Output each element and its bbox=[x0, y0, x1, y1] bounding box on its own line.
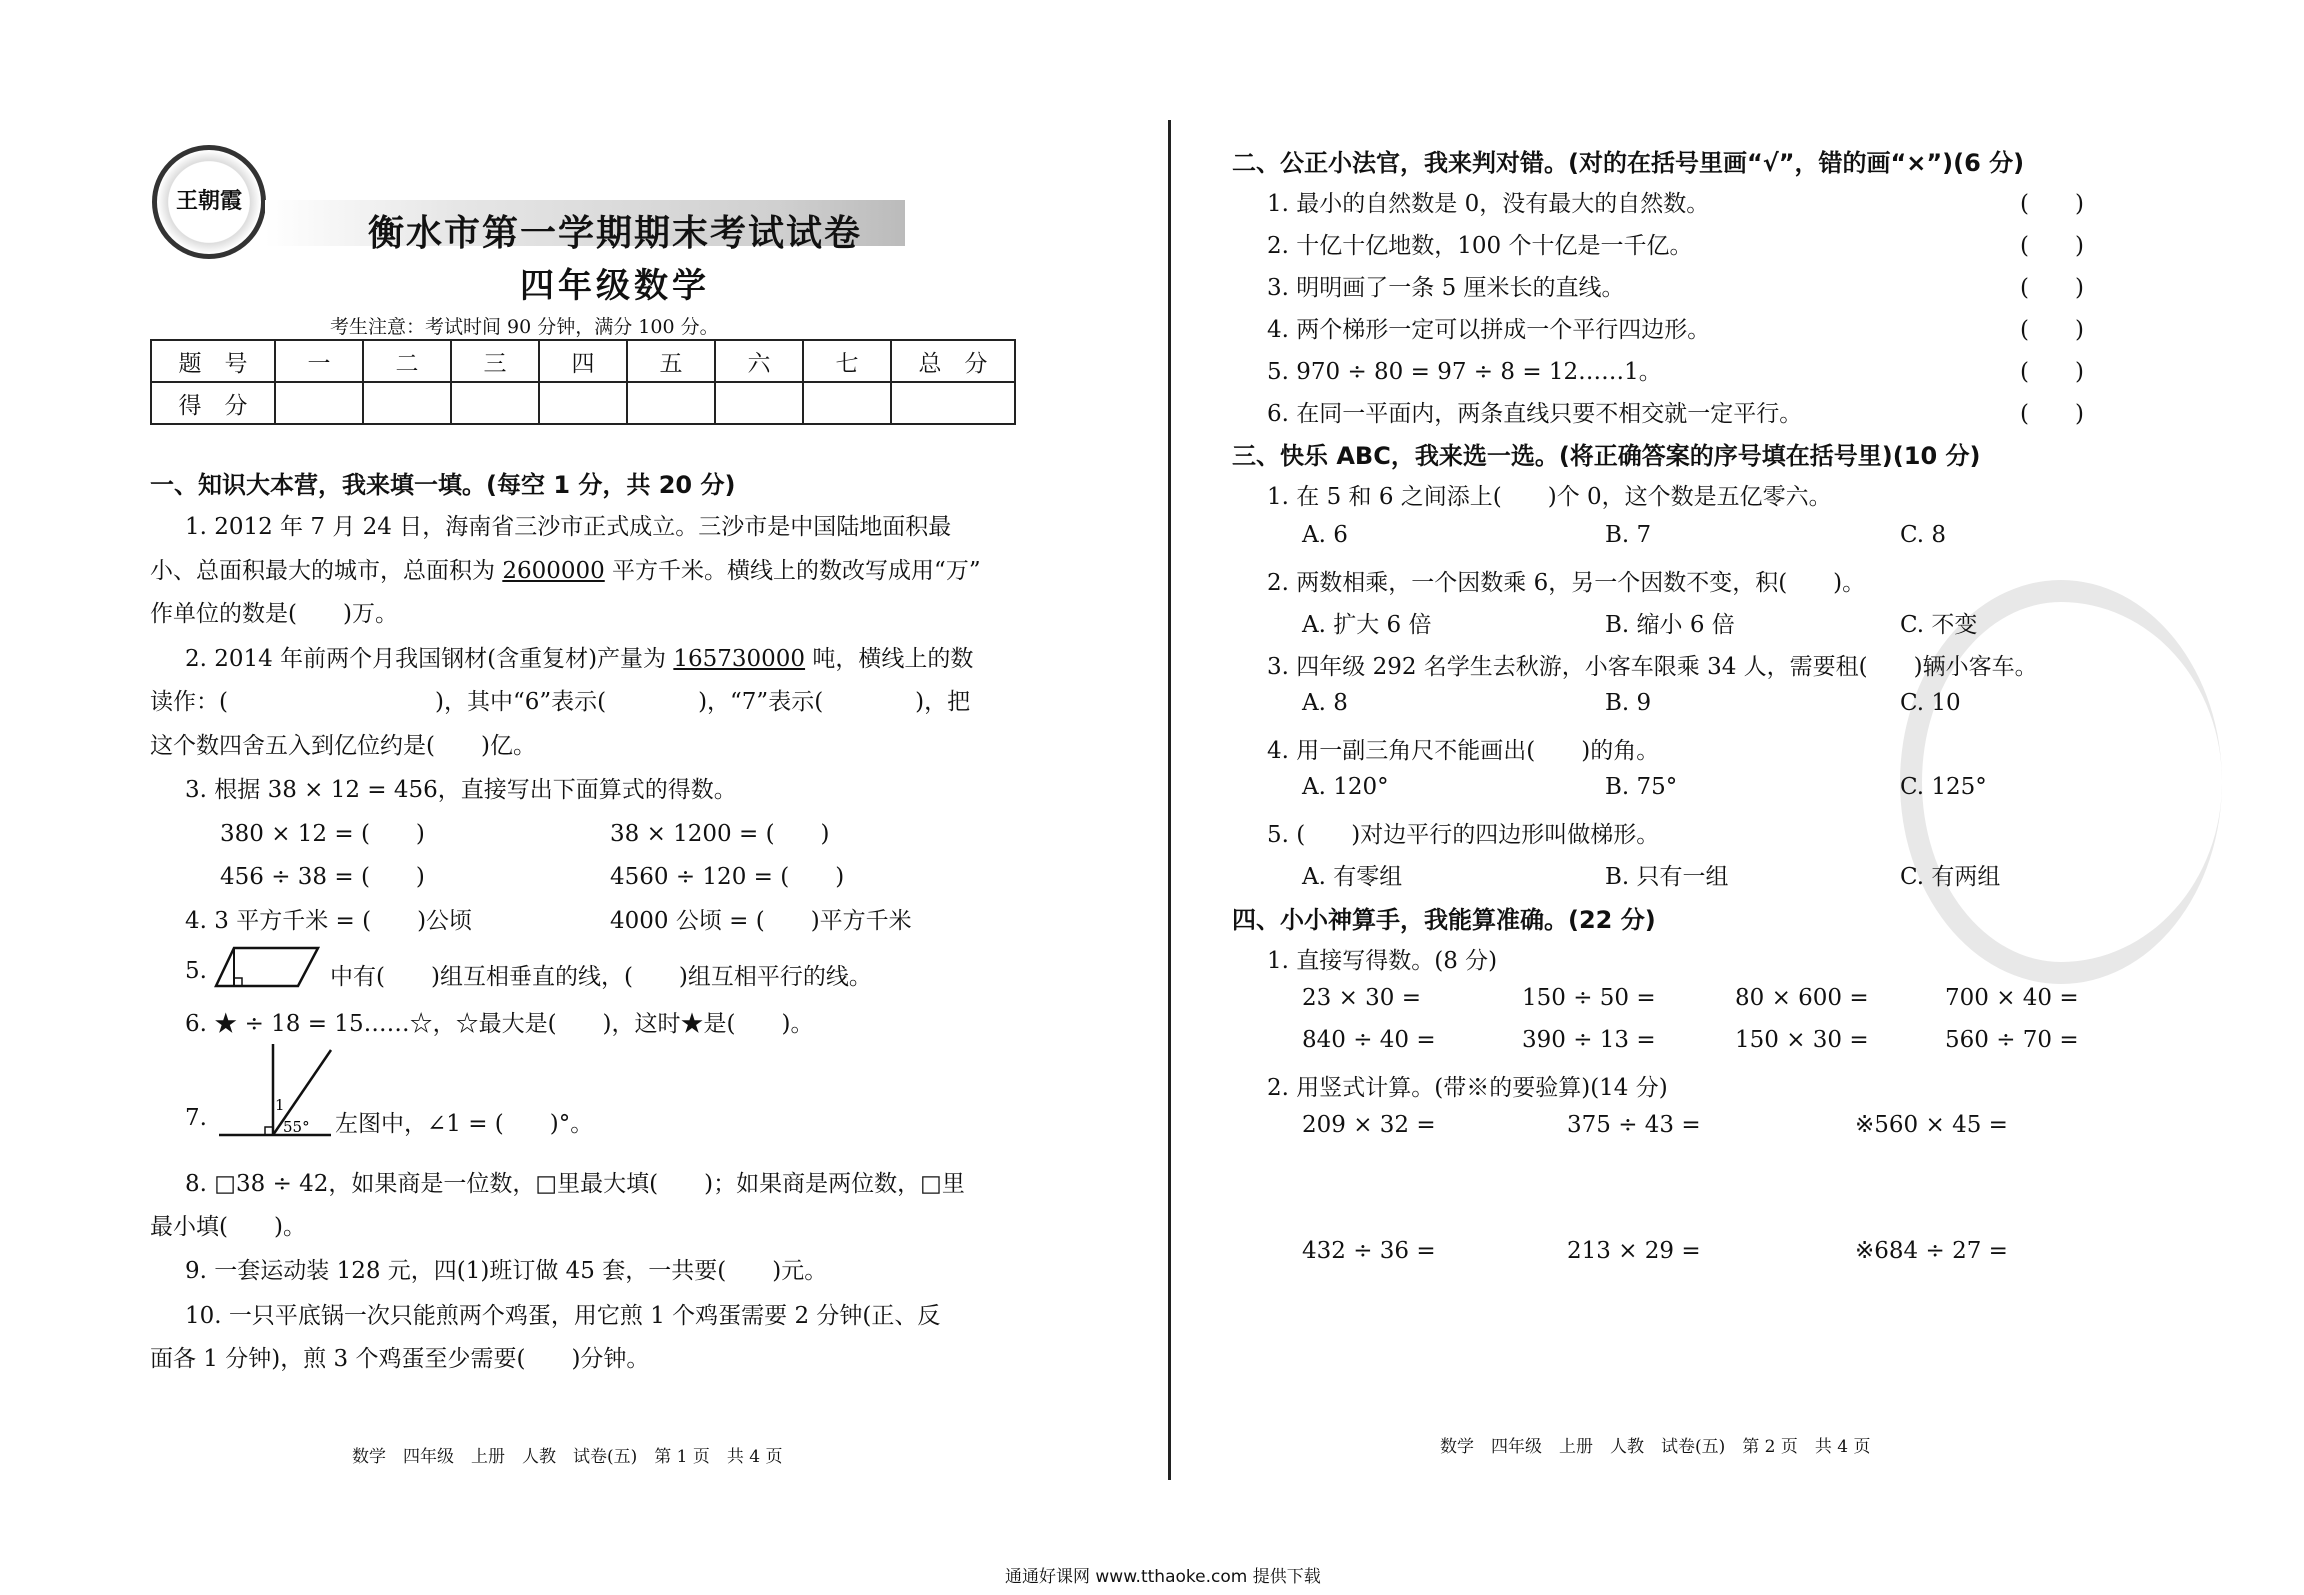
exam-title: 衡水市第一学期期末考试试卷 bbox=[367, 213, 862, 254]
logo-text: 王朝霞 bbox=[175, 188, 242, 214]
answer-paren[interactable]: ( ) bbox=[2020, 275, 2084, 301]
vertical-calc: ※560 × 45 = bbox=[1855, 1112, 2008, 1138]
choice-q1-a: A. 6 bbox=[1302, 522, 1348, 548]
q3-calc-b: 38 × 1200 = ( ) bbox=[610, 821, 830, 847]
q1-line-3: 作单位的数是( )万。 bbox=[150, 601, 398, 627]
oral-calc: 390 ÷ 13 = bbox=[1522, 1027, 1656, 1053]
choice-q3-b: B. 9 bbox=[1605, 690, 1652, 716]
publisher-logo bbox=[152, 145, 266, 259]
oral-calc: 150 × 30 = bbox=[1735, 1027, 1869, 1053]
q1-line-1: 1. 2012 年 7 月 24 日，海南省三沙市正式成立。三沙市是中国陆地面积最 bbox=[185, 514, 952, 540]
score-cell[interactable] bbox=[803, 382, 891, 424]
q1-line-2 bbox=[150, 552, 981, 585]
answer-paren[interactable]: ( ) bbox=[2020, 359, 2084, 385]
answer-paren[interactable]: ( ) bbox=[2020, 233, 2084, 259]
choice-q2: 2. 两数相乘，一个因数乘 6，另一个因数不变，积( )。 bbox=[1267, 570, 1866, 596]
choice-q2-a: A. 扩大 6 倍 bbox=[1302, 612, 1432, 638]
judge-item-1: 1. 最小的自然数是 0，没有最大的自然数。 bbox=[1267, 191, 1710, 217]
oral-calc: 560 ÷ 70 = bbox=[1945, 1027, 2079, 1053]
score-cell[interactable] bbox=[715, 382, 803, 424]
vertical-calc: 432 ÷ 36 = bbox=[1302, 1238, 1436, 1264]
score-cell[interactable] bbox=[451, 382, 539, 424]
score-cell[interactable] bbox=[627, 382, 715, 424]
score-cell[interactable] bbox=[891, 382, 1015, 424]
q3-calc-c: 456 ÷ 38 = ( ) bbox=[220, 864, 425, 890]
section-3-heading: 三、快乐 ABC，我来选一选。(将正确答案的序号填在括号里)(10 分) bbox=[1232, 442, 1981, 470]
exam-notice: 考生注意：考试时间 90 分钟，满分 100 分。 bbox=[330, 316, 719, 338]
vertical-calc: ※684 ÷ 27 = bbox=[1855, 1238, 2008, 1264]
q5-number: 5. bbox=[185, 958, 207, 984]
choice-q3: 3. 四年级 292 名学生去秋游，小客车限乘 34 人，需要租( )辆小客车。 bbox=[1267, 654, 2038, 680]
download-credit: 通通好课网 www.tthaoke.com 提供下载 bbox=[1005, 1567, 1321, 1587]
q3-calc-a: 380 × 12 = ( ) bbox=[220, 821, 425, 847]
q4-part-b: 4000 公顷 = ( )平方千米 bbox=[610, 908, 912, 934]
choice-q1: 1. 在 5 和 6 之间添上( )个 0，这个数是五亿零六。 bbox=[1267, 484, 1832, 510]
score-header-cell: 二 bbox=[363, 340, 451, 382]
q2-line-1 bbox=[185, 640, 973, 673]
score-header-cell: 一 bbox=[275, 340, 363, 382]
oral-calc: 840 ÷ 40 = bbox=[1302, 1027, 1436, 1053]
choice-q5-b: B. 只有一组 bbox=[1605, 864, 1729, 890]
score-header-cell: 五 bbox=[627, 340, 715, 382]
section-1-heading: 一、知识大本营，我来填一填。(每空 1 分，共 20 分) bbox=[150, 471, 736, 499]
left-page-footer: 数学 四年级 上册 人教 试卷(五) 第 1 页 共 4 页 bbox=[352, 1447, 783, 1467]
score-header-cell: 题 号 bbox=[151, 340, 275, 382]
score-value-row bbox=[151, 382, 1015, 424]
q5-text: 中有( )组互相垂直的线，( )组互相平行的线。 bbox=[330, 964, 872, 990]
answer-paren[interactable]: ( ) bbox=[2020, 191, 2084, 217]
score-cell[interactable] bbox=[539, 382, 627, 424]
judge-item-2: 2. 十亿十亿地数，100 个十亿是一千亿。 bbox=[1267, 233, 1693, 259]
q2-line-2: 读作：( )，其中“6”表示( )，“7”表示( )，把 bbox=[150, 689, 971, 715]
score-header-cell: 四 bbox=[539, 340, 627, 382]
choice-q2-b: B. 缩小 6 倍 bbox=[1605, 612, 1735, 638]
oral-calc: 150 ÷ 50 = bbox=[1522, 985, 1656, 1011]
score-header-row bbox=[151, 340, 1015, 382]
score-cell[interactable] bbox=[363, 382, 451, 424]
choice-q4-a: A. 120° bbox=[1302, 774, 1389, 800]
oral-calc: 700 × 40 = bbox=[1945, 985, 2079, 1011]
q7-number: 7. bbox=[185, 1105, 207, 1131]
answer-paren[interactable]: ( ) bbox=[2020, 317, 2084, 343]
choice-q3-a: A. 8 bbox=[1302, 690, 1348, 716]
judge-item-5: 5. 970 ÷ 80 = 97 ÷ 8 = 12……1。 bbox=[1267, 359, 1662, 385]
vertical-calc: 375 ÷ 43 = bbox=[1567, 1112, 1701, 1138]
section-2-heading: 二、公正小法官，我来判对错。(对的在括号里画“√”，错的画“×”)(6 分) bbox=[1232, 149, 2025, 177]
judge-item-4: 4. 两个梯形一定可以拼成一个平行四边形。 bbox=[1267, 317, 1711, 343]
right-page-footer: 数学 四年级 上册 人教 试卷(五) 第 2 页 共 4 页 bbox=[1440, 1437, 1871, 1457]
q3-calc-d: 4560 ÷ 120 = ( ) bbox=[610, 864, 845, 890]
calc-part-2: 2. 用竖式计算。(带※的要验算)(14 分) bbox=[1267, 1075, 1668, 1101]
angle-55-label: 55° bbox=[283, 1118, 310, 1136]
q1-text: 小、总面积最大的城市，总面积为 bbox=[150, 558, 503, 584]
calc-part-1: 1. 直接写得数。(8 分) bbox=[1267, 948, 1498, 974]
choice-q4: 4. 用一副三角尺不能画出( )的角。 bbox=[1267, 738, 1660, 764]
choice-q1-b: B. 7 bbox=[1605, 522, 1652, 548]
score-table bbox=[150, 339, 1016, 425]
q7-text: 左图中，∠1 = ( )°。 bbox=[335, 1111, 594, 1137]
q8-line-2: 最小填( )。 bbox=[150, 1214, 306, 1240]
q2-line-3: 这个数四舍五入到亿位约是( )亿。 bbox=[150, 733, 536, 759]
score-cell[interactable] bbox=[275, 382, 363, 424]
q3-line: 3. 根据 38 × 12 = 456，直接写出下面算式的得数。 bbox=[185, 777, 737, 803]
parallelogram-figure bbox=[212, 944, 324, 990]
vertical-calc: 213 × 29 = bbox=[1567, 1238, 1701, 1264]
choice-q5-c: C. 有两组 bbox=[1900, 864, 2001, 890]
page-divider bbox=[1168, 120, 1171, 1480]
oral-calc: 23 × 30 = bbox=[1302, 985, 1422, 1011]
q10-line-2: 面各 1 分钟)，煎 3 个鸡蛋至少需要( )分钟。 bbox=[150, 1346, 650, 1372]
section-4-heading: 四、小小神算手，我能算准确。(22 分) bbox=[1232, 906, 1656, 934]
choice-q2-c: C. 不变 bbox=[1900, 612, 1978, 638]
choice-q4-c: C. 125° bbox=[1900, 774, 1987, 800]
vertical-calc: 209 × 32 = bbox=[1302, 1112, 1436, 1138]
q2-text: 2. 2014 年前两个月我国钢材(含重复材)产量为 bbox=[185, 646, 674, 672]
score-header-cell: 七 bbox=[803, 340, 891, 382]
q1-underlined-number: 2600000 bbox=[502, 558, 605, 584]
answer-paren[interactable]: ( ) bbox=[2020, 401, 2084, 427]
q6-line: 6. ★ ÷ 18 = 15……☆，☆最大是( )，这时★是( )。 bbox=[185, 1011, 814, 1037]
q8-line-1: 8. □38 ÷ 42，如果商是一位数，□里最大填( )；如果商是两位数，□里 bbox=[185, 1171, 965, 1197]
choice-q5-a: A. 有零组 bbox=[1302, 864, 1403, 890]
angle-1-label: 1 bbox=[275, 1096, 285, 1114]
judge-item-6: 6. 在同一平面内，两条直线只要不相交就一定平行。 bbox=[1267, 401, 1803, 427]
q1-text: 平方千米。横线上的数改写成用“万” bbox=[604, 558, 981, 584]
q2-underlined-number: 165730000 bbox=[673, 646, 806, 672]
q2-text: 吨，横线上的数 bbox=[805, 646, 974, 672]
score-header-cell: 总 分 bbox=[891, 340, 1015, 382]
exam-subtitle: 四年级数学 bbox=[520, 266, 710, 306]
judge-item-3: 3. 明明画了一条 5 厘米长的直线。 bbox=[1267, 275, 1625, 301]
q10-line-1: 10. 一只平底锅一次只能煎两个鸡蛋，用它煎 1 个鸡蛋需要 2 分钟(正、反 bbox=[185, 1303, 941, 1329]
choice-q1-c: C. 8 bbox=[1900, 522, 1947, 548]
q4-part-a: 4. 3 平方千米 = ( )公顷 bbox=[185, 908, 473, 934]
choice-q5: 5. ( )对边平行的四边形叫做梯形。 bbox=[1267, 822, 1660, 848]
choice-q3-c: C. 10 bbox=[1900, 690, 1961, 716]
score-header-cell: 六 bbox=[715, 340, 803, 382]
score-row-label: 得 分 bbox=[151, 382, 275, 424]
q9-line: 9. 一套运动装 128 元，四(1)班订做 45 套，一共要( )元。 bbox=[185, 1258, 828, 1284]
oral-calc: 80 × 600 = bbox=[1735, 985, 1869, 1011]
choice-q4-b: B. 75° bbox=[1605, 774, 1678, 800]
angle-figure bbox=[215, 1040, 335, 1140]
score-header-cell: 三 bbox=[451, 340, 539, 382]
